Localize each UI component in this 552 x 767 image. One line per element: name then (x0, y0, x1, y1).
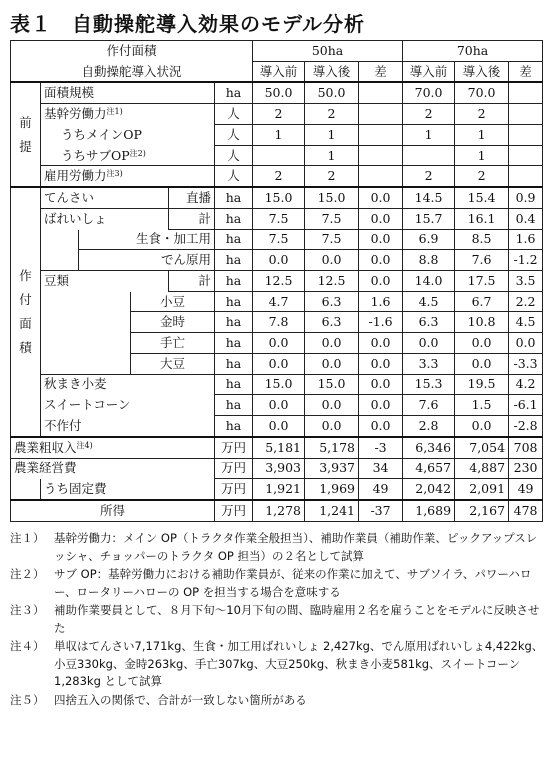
cell-value: 2.8 (403, 416, 455, 437)
cell-value: 49 (359, 479, 403, 500)
cell-value: 4,657 (403, 458, 455, 479)
header-after-70: 導入後 (455, 61, 509, 82)
row-unit: ha (215, 208, 253, 229)
cell-value: 14.5 (403, 187, 455, 208)
cell-value: -1.2 (509, 250, 543, 271)
footnotes (10, 530, 544, 710)
cell-value: 1.6 (509, 229, 543, 250)
cell-value: 0.0 (455, 353, 509, 374)
footnote-label: 注３） (10, 603, 45, 617)
cell-value: 1,969 (305, 479, 359, 500)
header-diff-50: 差 (359, 61, 403, 82)
cell-value: 478 (509, 500, 543, 521)
row-unit: ha (215, 229, 253, 250)
row-unit: ha (215, 353, 253, 374)
cell-value: 49 (509, 479, 543, 500)
header-row-2 (11, 61, 543, 82)
cell-value: 2 (305, 166, 359, 187)
cell-value: 8.5 (455, 229, 509, 250)
row-label (41, 104, 215, 125)
row-unit: 万円 (215, 479, 253, 500)
footnote (10, 638, 544, 691)
cell-value: 2 (455, 166, 509, 187)
table-row (11, 374, 543, 395)
cell-value (509, 82, 543, 103)
cell-value: 0.0 (403, 333, 455, 354)
cell-value: 7.6 (455, 250, 509, 271)
cell-value: 14.0 (403, 271, 455, 292)
cell-value: 0.0 (359, 229, 403, 250)
cell-value: 1,241 (305, 500, 359, 521)
table-row (11, 271, 543, 292)
row-label: 豆類 (41, 271, 169, 292)
cell-value: 50.0 (253, 82, 305, 103)
note-ref: 注2) (129, 148, 146, 158)
premise-group-label (11, 82, 41, 187)
cell-value: 3.5 (509, 271, 543, 292)
cell-value: 3,937 (305, 458, 359, 479)
row-label: 不作付 (41, 416, 215, 437)
row-label-text: うちサブOP (61, 147, 130, 163)
table-number: 表１ (10, 12, 52, 36)
note-ref: 注1) (106, 107, 123, 117)
cell-value: 0.0 (305, 416, 359, 437)
cell-value (253, 145, 305, 166)
cell-value: -37 (359, 500, 403, 521)
cell-value: 12.5 (305, 271, 359, 292)
row-unit: ha (215, 374, 253, 395)
cell-value: 7.5 (253, 229, 305, 250)
cell-value: 3.3 (403, 353, 455, 374)
cell-value: 2 (253, 166, 305, 187)
cell-value: 2.2 (509, 291, 543, 312)
cell-value: 7.6 (403, 395, 455, 416)
header-row-1 (11, 41, 543, 62)
cell-value: 7.5 (305, 229, 359, 250)
header-status-label: 自動操舵導入状況 (11, 61, 253, 82)
cell-value: 4.7 (253, 291, 305, 312)
cell-value: 0.0 (359, 250, 403, 271)
row-label: 金時 (131, 312, 215, 333)
cell-value: 3,903 (253, 458, 305, 479)
row-label: うち固定費 (41, 479, 215, 500)
cell-value: 0.0 (455, 416, 509, 437)
row-unit: ha (215, 82, 253, 103)
footnote-text: 補助作業要員として、８月下旬～10月下旬の間、臨時雇用２名を雇うことをモデルに反映させた (54, 603, 540, 635)
cell-value: 50.0 (305, 82, 359, 103)
cell-value: 15.3 (403, 374, 455, 395)
cell-value: 2,042 (403, 479, 455, 500)
premise-char-2: 提 (19, 138, 32, 154)
row-label-text: 雇用労働力 (44, 168, 107, 184)
table-row (11, 479, 543, 500)
cell-value: 12.5 (253, 271, 305, 292)
table-row (11, 500, 543, 521)
cell-value: -3.3 (509, 353, 543, 374)
cell-value: 70.0 (455, 82, 509, 103)
row-unit: 万円 (215, 437, 253, 458)
footnote-text: 単収はてんさい7,171kg、生食・加工用ばれいしょ 2,427kg、でん原用ばれいしょ4,422kg、小豆330kg、金時263kg、手亡307kg、大豆250kg、秋まき小麦581kg、スイートコーン1,283kg として試算 (54, 639, 544, 688)
header-50ha: 50ha (253, 41, 403, 62)
cell-value: 2,167 (455, 500, 509, 521)
cell-value: 15.0 (253, 374, 305, 395)
row-label: ばれいしょ (41, 208, 169, 229)
cell-value: 0.0 (253, 250, 305, 271)
table-row (11, 250, 543, 271)
cell-value: 2 (403, 166, 455, 187)
header-area-label: 作付面積 (11, 41, 253, 62)
cell-value: 0.0 (253, 353, 305, 374)
cell-value: 0.0 (359, 187, 403, 208)
header-after-50: 導入後 (305, 61, 359, 82)
footnote-label: 注５） (10, 692, 45, 707)
cell-value (359, 124, 403, 145)
header-diff-70: 差 (509, 61, 543, 82)
table-row (11, 437, 543, 458)
row-label (11, 437, 215, 458)
note-ref: 注3) (106, 169, 123, 179)
footnote-label: 注２） (10, 567, 45, 581)
cell-value: 7.5 (253, 208, 305, 229)
footnote-text: サブ OP：基幹労働力における補助作業員が、従来の作業に加えて、サブソイラ、パワーハロー、ロータリーハローの OP を担当する場合を意味する (54, 567, 532, 599)
row-label: うちメインOP (41, 124, 215, 145)
cell-value: 6,346 (403, 437, 455, 458)
cell-value: 0.0 (359, 353, 403, 374)
cell-value: 1,278 (253, 500, 305, 521)
row-unit: 万円 (215, 500, 253, 521)
table-row (11, 291, 543, 312)
cell-value: -2.8 (509, 416, 543, 437)
row-label (41, 166, 215, 187)
cell-value: 4.2 (509, 374, 543, 395)
row-unit: ha (215, 187, 253, 208)
cell-value: 0.0 (305, 395, 359, 416)
cell-value: 0.0 (253, 333, 305, 354)
cell-value: 6.3 (305, 312, 359, 333)
cell-value: 230 (509, 458, 543, 479)
footnote-label: 注１） (10, 531, 45, 545)
cell-value (359, 104, 403, 125)
row-unit: 人 (215, 145, 253, 166)
cell-value: 0.9 (509, 187, 543, 208)
table-title (10, 8, 365, 37)
table-row (11, 458, 543, 479)
cell-value: 70.0 (403, 82, 455, 103)
cell-value: 15.0 (305, 374, 359, 395)
footnote-text: 四捨五入の関係で、合計が一致しない箇所がある (54, 692, 307, 707)
crop-char-3: 面 (19, 315, 32, 331)
table-row (11, 166, 543, 187)
cell-value: 1 (253, 124, 305, 145)
analysis-table (10, 40, 543, 522)
table-row (11, 124, 543, 145)
cell-value: 17.5 (455, 271, 509, 292)
cell-value: 0.0 (253, 416, 305, 437)
row-label: スイートコーン (41, 395, 215, 416)
cell-value: 15.0 (253, 187, 305, 208)
cell-value (509, 104, 543, 125)
table-row (11, 145, 543, 166)
cell-value: 15.7 (403, 208, 455, 229)
cell-value: 1 (455, 124, 509, 145)
cell-value: 15.0 (305, 187, 359, 208)
cell-value: 10.8 (455, 312, 509, 333)
row-unit: 人 (215, 104, 253, 125)
footnote (10, 692, 544, 710)
footnote (10, 566, 544, 601)
footnote (10, 530, 544, 565)
indent-cell (41, 229, 79, 270)
cell-value: 708 (509, 437, 543, 458)
cell-value: 0.0 (359, 271, 403, 292)
row-label: てんさい (41, 187, 169, 208)
cell-value (509, 145, 543, 166)
row-unit: ha (215, 250, 253, 271)
cell-value (359, 166, 403, 187)
table-row (11, 104, 543, 125)
cell-value: 0.4 (509, 208, 543, 229)
row-unit: ha (215, 312, 253, 333)
crop-group-label (11, 187, 41, 437)
cell-value: 2 (253, 104, 305, 125)
header-before-70: 導入前 (403, 61, 455, 82)
cell-value: 1.5 (455, 395, 509, 416)
cell-value: 7,054 (455, 437, 509, 458)
cell-value: 1 (403, 124, 455, 145)
cell-value: 0.0 (253, 395, 305, 416)
cell-value (509, 166, 543, 187)
table-row (11, 187, 543, 208)
header-before-50: 導入前 (253, 61, 305, 82)
cell-value: 1,689 (403, 500, 455, 521)
cell-value: 1.6 (359, 291, 403, 312)
cell-value: 2 (455, 104, 509, 125)
row-unit: ha (215, 416, 253, 437)
cell-value: 0.0 (305, 353, 359, 374)
cell-value: 0.0 (305, 333, 359, 354)
row-unit: 人 (215, 166, 253, 187)
cell-value: 6.3 (305, 291, 359, 312)
row-sublabel: 計 (169, 271, 215, 292)
table-row (11, 395, 543, 416)
row-label: 農業経営費 (11, 458, 215, 479)
row-label: 大豆 (131, 353, 215, 374)
table-row (11, 82, 543, 103)
cell-value: 0.0 (359, 208, 403, 229)
row-unit: ha (215, 291, 253, 312)
row-unit: ha (215, 271, 253, 292)
note-ref: 注4) (76, 440, 93, 450)
cell-value: 7.5 (305, 208, 359, 229)
cell-value: 2 (403, 104, 455, 125)
cell-value: 5,178 (305, 437, 359, 458)
cell-value: 15.4 (455, 187, 509, 208)
row-label-text: 農業粗収入 (14, 439, 77, 455)
cell-value: 0.0 (455, 333, 509, 354)
footnote (10, 602, 544, 637)
table-row (11, 208, 543, 229)
cell-value: 4.5 (403, 291, 455, 312)
cell-value: -3 (359, 437, 403, 458)
table-row (11, 416, 543, 437)
row-label: 手亡 (131, 333, 215, 354)
cell-value: 16.1 (455, 208, 509, 229)
row-unit: 人 (215, 124, 253, 145)
cell-value (359, 82, 403, 103)
header-70ha: 70ha (403, 41, 543, 62)
indent-cell (41, 291, 131, 374)
cell-value: 1 (455, 145, 509, 166)
cell-value: -6.1 (509, 395, 543, 416)
cell-value: 6.7 (455, 291, 509, 312)
row-label: でん原用 (79, 250, 215, 271)
cell-value: 1 (305, 124, 359, 145)
crop-char-4: 積 (19, 339, 32, 355)
cell-value: 0.0 (359, 416, 403, 437)
cell-value: 1 (305, 145, 359, 166)
table-title-text: 自動操舵導入効果のモデル分析 (72, 12, 365, 36)
indent-cell (11, 479, 41, 500)
row-label (41, 145, 215, 166)
cell-value (403, 145, 455, 166)
row-label: 生食・加工用 (79, 229, 215, 250)
cell-value: 2 (305, 104, 359, 125)
premise-char-1: 前 (19, 114, 32, 130)
cell-value: 34 (359, 458, 403, 479)
cell-value: 0.0 (359, 374, 403, 395)
cell-value: 19.5 (455, 374, 509, 395)
cell-value: 7.8 (253, 312, 305, 333)
row-label: 面積規模 (41, 82, 215, 103)
cell-value: 4.5 (509, 312, 543, 333)
row-label: 秋まき小麦 (41, 374, 215, 395)
row-sublabel: 直播 (169, 187, 215, 208)
row-label: 小豆 (131, 291, 215, 312)
cell-value: 6.9 (403, 229, 455, 250)
cell-value: 0.0 (509, 333, 543, 354)
cell-value: 0.0 (305, 250, 359, 271)
table-row (11, 229, 543, 250)
crop-char-2: 付 (19, 291, 32, 307)
row-unit: 万円 (215, 458, 253, 479)
cell-value: -1.6 (359, 312, 403, 333)
cell-value: 0.0 (359, 333, 403, 354)
cell-value: 5,181 (253, 437, 305, 458)
cell-value: 4,887 (455, 458, 509, 479)
crop-char-1: 作 (19, 267, 32, 283)
row-unit: ha (215, 395, 253, 416)
cell-value (359, 145, 403, 166)
footnote-text: 基幹労働力：メイン OP（トラクタ作業全般担当）、補助作業員（補助作業、ピックアップスレッシャ、チョッパーのトラクタ OP 担当）の２名として試算 (54, 531, 538, 563)
footnote-label: 注４） (10, 639, 45, 653)
cell-value: 6.3 (403, 312, 455, 333)
cell-value: 8.8 (403, 250, 455, 271)
cell-value: 0.0 (359, 395, 403, 416)
cell-value: 2,091 (455, 479, 509, 500)
cell-value (509, 124, 543, 145)
cell-value: 1,921 (253, 479, 305, 500)
row-label: 所得 (11, 500, 215, 521)
row-unit: ha (215, 333, 253, 354)
row-label-text: 基幹労働力 (44, 106, 107, 122)
row-sublabel: 計 (169, 208, 215, 229)
